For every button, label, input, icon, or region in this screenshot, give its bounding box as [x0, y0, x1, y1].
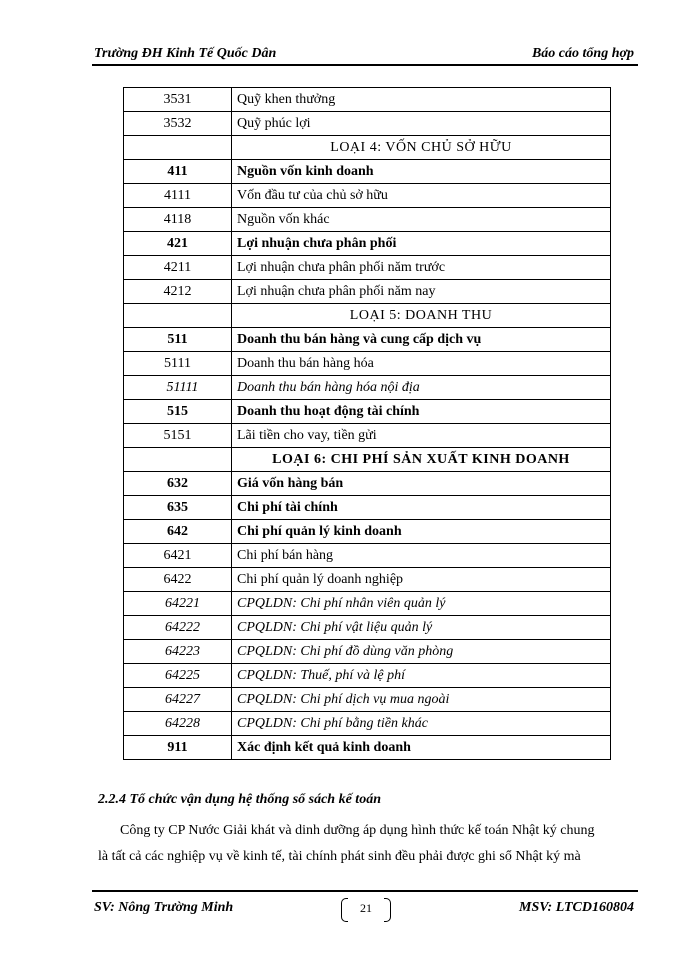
table-row	[124, 472, 611, 496]
account-name: Giá vốn hàng bán	[232, 472, 611, 496]
table-row	[124, 160, 611, 184]
right-bracket-icon	[384, 898, 391, 922]
account-name: Chi phí bán hàng	[232, 544, 611, 568]
account-code	[124, 304, 232, 328]
account-code: 632	[124, 472, 232, 496]
table-row	[124, 664, 611, 688]
account-code: 4111	[124, 184, 232, 208]
account-code: 635	[124, 496, 232, 520]
account-code: 511	[124, 328, 232, 352]
table-row	[124, 280, 611, 304]
table-row	[124, 400, 611, 424]
table-row	[124, 688, 611, 712]
table-row	[124, 208, 611, 232]
account-code	[124, 136, 232, 160]
table-row	[124, 712, 611, 736]
table-row	[124, 88, 611, 112]
account-name: Lợi nhuận chưa phân phối	[232, 232, 611, 256]
account-name: CPQLDN: Chi phí đồ dùng văn phòng	[232, 640, 611, 664]
body-paragraph	[98, 818, 638, 870]
table-row	[124, 496, 611, 520]
account-name: CPQLDN: Chi phí nhân viên quản lý	[232, 592, 611, 616]
account-code: 64222	[124, 616, 232, 640]
account-code: 5111	[124, 352, 232, 376]
account-name: CPQLDN: Chi phí vật liệu quản lý	[232, 616, 611, 640]
account-code: 515	[124, 400, 232, 424]
section-row	[124, 136, 611, 160]
table-row	[124, 544, 611, 568]
section-row	[124, 448, 611, 472]
header-school: Trường ĐH Kinh Tế Quốc Dân	[94, 46, 277, 61]
account-name: Nguồn vốn khác	[232, 208, 611, 232]
table-row	[124, 736, 611, 760]
page-header	[92, 44, 638, 66]
account-code: 911	[124, 736, 232, 760]
account-name: Xác định kết quả kinh doanh	[232, 736, 611, 760]
paragraph-line: Công ty CP Nước Giải khát và dinh dưỡng áp dụng hình thức kế toán Nhật ký chung	[120, 823, 595, 838]
account-code: 4212	[124, 280, 232, 304]
table-row	[124, 592, 611, 616]
table-row	[124, 328, 611, 352]
account-code: 6422	[124, 568, 232, 592]
table-row	[124, 424, 611, 448]
account-code: 411	[124, 160, 232, 184]
account-name: Doanh thu bán hàng hóa nội địa	[232, 376, 611, 400]
account-code: 5151	[124, 424, 232, 448]
account-code: 64225	[124, 664, 232, 688]
table-row	[124, 640, 611, 664]
account-name: Chi phí tài chính	[232, 496, 611, 520]
account-code: 4211	[124, 256, 232, 280]
table-row	[124, 256, 611, 280]
table-row	[124, 112, 611, 136]
page-number-box	[341, 898, 391, 922]
account-name: Doanh thu bán hàng và cung cấp dịch vụ	[232, 328, 611, 352]
table-row	[124, 616, 611, 640]
account-name: CPQLDN: Chi phí dịch vụ mua ngoài	[232, 688, 611, 712]
table-row	[124, 232, 611, 256]
account-name: Lợi nhuận chưa phân phối năm nay	[232, 280, 611, 304]
footer-student-id: MSV: LTCD160804	[519, 900, 634, 915]
page-number: 21	[360, 901, 372, 915]
header-report-title: Báo cáo tổng hợp	[531, 46, 634, 61]
account-name: Chi phí quản lý kinh doanh	[232, 520, 611, 544]
section-title: LOẠI 6: CHI PHÍ SẢN XUẤT KINH DOANH	[232, 448, 611, 472]
account-code: 6421	[124, 544, 232, 568]
account-name: CPQLDN: Chi phí bằng tiền khác	[232, 712, 611, 736]
footer-divider	[92, 890, 638, 892]
section-heading: 2.2.4 Tổ chức vận dụng hệ thống sổ sách kế toán	[98, 792, 381, 807]
table-row	[124, 520, 611, 544]
account-code: 3532	[124, 112, 232, 136]
account-code: 64227	[124, 688, 232, 712]
account-name: CPQLDN: Thuế, phí và lệ phí	[232, 664, 611, 688]
account-code: 4118	[124, 208, 232, 232]
account-code: 421	[124, 232, 232, 256]
table-row	[124, 376, 611, 400]
account-name: Lãi tiền cho vay, tiền gửi	[232, 424, 611, 448]
account-code: 64221	[124, 592, 232, 616]
section-title: LOẠI 4: VỐN CHỦ SỞ HỮU	[232, 136, 611, 160]
account-code	[124, 448, 232, 472]
paragraph-line: là tất cả các nghiệp vụ về kinh tế, tài chính phát sinh đều phải được ghi sổ Nhật ký mà	[98, 849, 581, 864]
account-name: Doanh thu hoạt động tài chính	[232, 400, 611, 424]
account-code: 3531	[124, 88, 232, 112]
account-name: Quỹ khen thưởng	[232, 88, 611, 112]
account-code: 642	[124, 520, 232, 544]
table-row	[124, 352, 611, 376]
account-table	[123, 87, 611, 760]
account-code: 64228	[124, 712, 232, 736]
account-name: Nguồn vốn kinh doanh	[232, 160, 611, 184]
account-name: Doanh thu bán hàng hóa	[232, 352, 611, 376]
account-name: Lợi nhuận chưa phân phối năm trước	[232, 256, 611, 280]
table-row	[124, 184, 611, 208]
account-name: Chi phí quản lý doanh nghiệp	[232, 568, 611, 592]
header-divider	[92, 64, 638, 66]
account-code: 51111	[124, 376, 232, 400]
section-row	[124, 304, 611, 328]
table-row	[124, 568, 611, 592]
account-name: Quỹ phúc lợi	[232, 112, 611, 136]
footer-student-name: SV: Nông Trường Minh	[94, 900, 234, 915]
account-name: Vốn đầu tư của chủ sở hữu	[232, 184, 611, 208]
section-title: LOẠI 5: DOANH THU	[232, 304, 611, 328]
account-code: 64223	[124, 640, 232, 664]
